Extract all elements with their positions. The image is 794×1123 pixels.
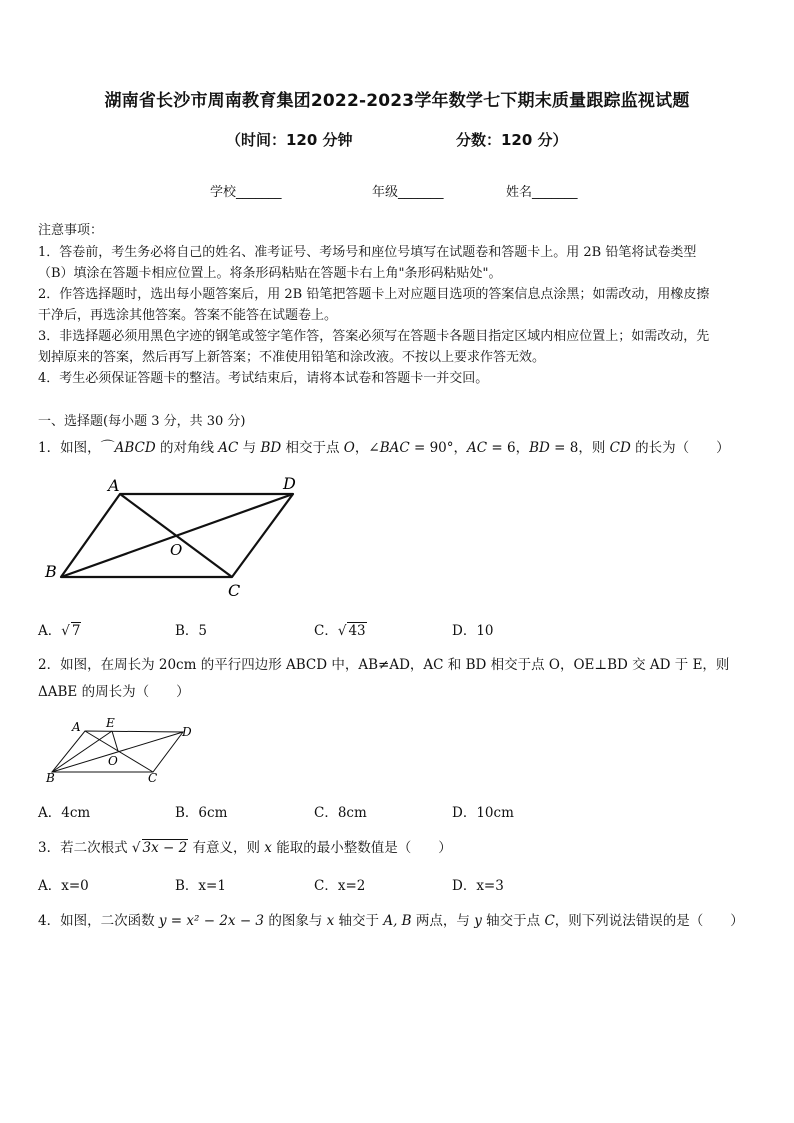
q3-option-d[interactable]: D．x=3 — [452, 878, 504, 894]
note-4: 4．考生必须保证答题卡的整洁。考试结束后，请将本试卷和答题卡一并交回。 — [38, 371, 489, 386]
exam-score: 分数：120 分） — [456, 131, 568, 149]
name-field: 姓名_______ — [506, 185, 578, 200]
label-c-2: C — [148, 771, 158, 785]
label-d: D — [283, 474, 296, 493]
q3-option-a[interactable]: A．x=0 — [38, 878, 89, 894]
label-b: B — [45, 562, 57, 581]
q1-option-b[interactable]: B．5 — [175, 623, 208, 639]
question-2-stem: 2．如图，在周长为 20cm 的平行四边形 ABCD 中，AB≠AD，AC 和 BD 相交于点 O，OE⊥BD 交 AD 于 E，则 ΔABE 的周长为（ ） — [38, 657, 730, 700]
q2-option-b[interactable]: B．6cm — [175, 805, 228, 821]
note-1-line-1: 1．答卷前，考生务必将自己的姓名、准考证号、考场号和座位号填写在试题卷和答题卡上。用 2B 铅笔将试卷类型 — [38, 245, 697, 260]
question-1-figure — [40, 470, 310, 602]
diagonal-bd — [61, 494, 293, 577]
q2-option-a[interactable]: A．4cm — [38, 805, 91, 821]
q1-option-c[interactable]: C．√ 43 — [314, 623, 366, 639]
grade-field: 年级_______ — [372, 185, 444, 200]
q1-option-a[interactable]: A．√ 7 — [38, 623, 81, 639]
label-o: O — [170, 541, 183, 559]
label-b-2: B — [46, 771, 55, 785]
note-1-line-2: （B）填涂在答题卡相应位置上。将条形码粘贴在答题卡右上角"条形码粘贴处"。 — [38, 266, 502, 281]
q1-option-d[interactable]: D．10 — [452, 623, 494, 639]
question-4-stem: 4．如图，二次函数 y = x² − 2x − 3 的图象与 x 轴交于 A, B 两点，与 y 轴交于点 C，则下列说法错误的是（ ） — [38, 913, 744, 929]
q3-option-b[interactable]: B．x=1 — [175, 878, 226, 894]
label-a-2: A — [72, 720, 81, 734]
q2-option-d[interactable]: D．10cm — [452, 805, 514, 821]
label-d-2: D — [182, 725, 192, 739]
note-2-line-1: 2．作答选择题时，选出每小题答案后，用 2B 铅笔把答题卡上对应题目选项的答案信息点涂黑；如需改动，用橡皮擦 — [38, 287, 710, 302]
note-2-line-2: 干净后，再选涂其他答案。答案不能答在试题卷上。 — [38, 308, 338, 323]
question-1-stem: 1．如图，⌒ABCD 的对角线 AC 与 BD 相交于点 O，∠BAC = 90°，AC = 6，BD = 8，则 CD 的长为（ ） — [38, 440, 730, 456]
page-title: 湖南省长沙市周南教育集团2022-2023学年数学七下期末质量跟踪监视试题 — [104, 91, 690, 111]
section-heading: 一、选择题(每小题 3 分，共 30 分) — [38, 414, 246, 429]
note-3-line-2: 划掉原来的答案，然后再写上新答案；不准使用铅笔和涂改液。不按以上要求作答无效。 — [38, 350, 546, 365]
label-c: C — [228, 581, 241, 600]
label-a: A — [108, 476, 120, 495]
exam-time: （时间：120 分钟 — [226, 131, 353, 149]
notes-heading: 注意事项： — [38, 223, 104, 238]
note-3-line-1: 3．非选择题必须用黑色字迹的钢笔或签字笔作答，答案必须写在答题卡各题目指定区域内相应位置上；如需改动，先 — [38, 329, 710, 344]
question-2-figure — [40, 714, 200, 786]
school-field: 学校_______ — [210, 185, 282, 200]
q3-option-c[interactable]: C．x=2 — [314, 878, 366, 894]
label-o-2: O — [108, 754, 118, 768]
segment-be — [52, 731, 112, 772]
q2-option-c[interactable]: C．8cm — [314, 805, 367, 821]
label-e-2: E — [106, 716, 115, 730]
question-3-stem: 3．若二次根式 √ 3x − 2 有意义，则 x 能取的最小整数值是（ ） — [38, 840, 452, 856]
